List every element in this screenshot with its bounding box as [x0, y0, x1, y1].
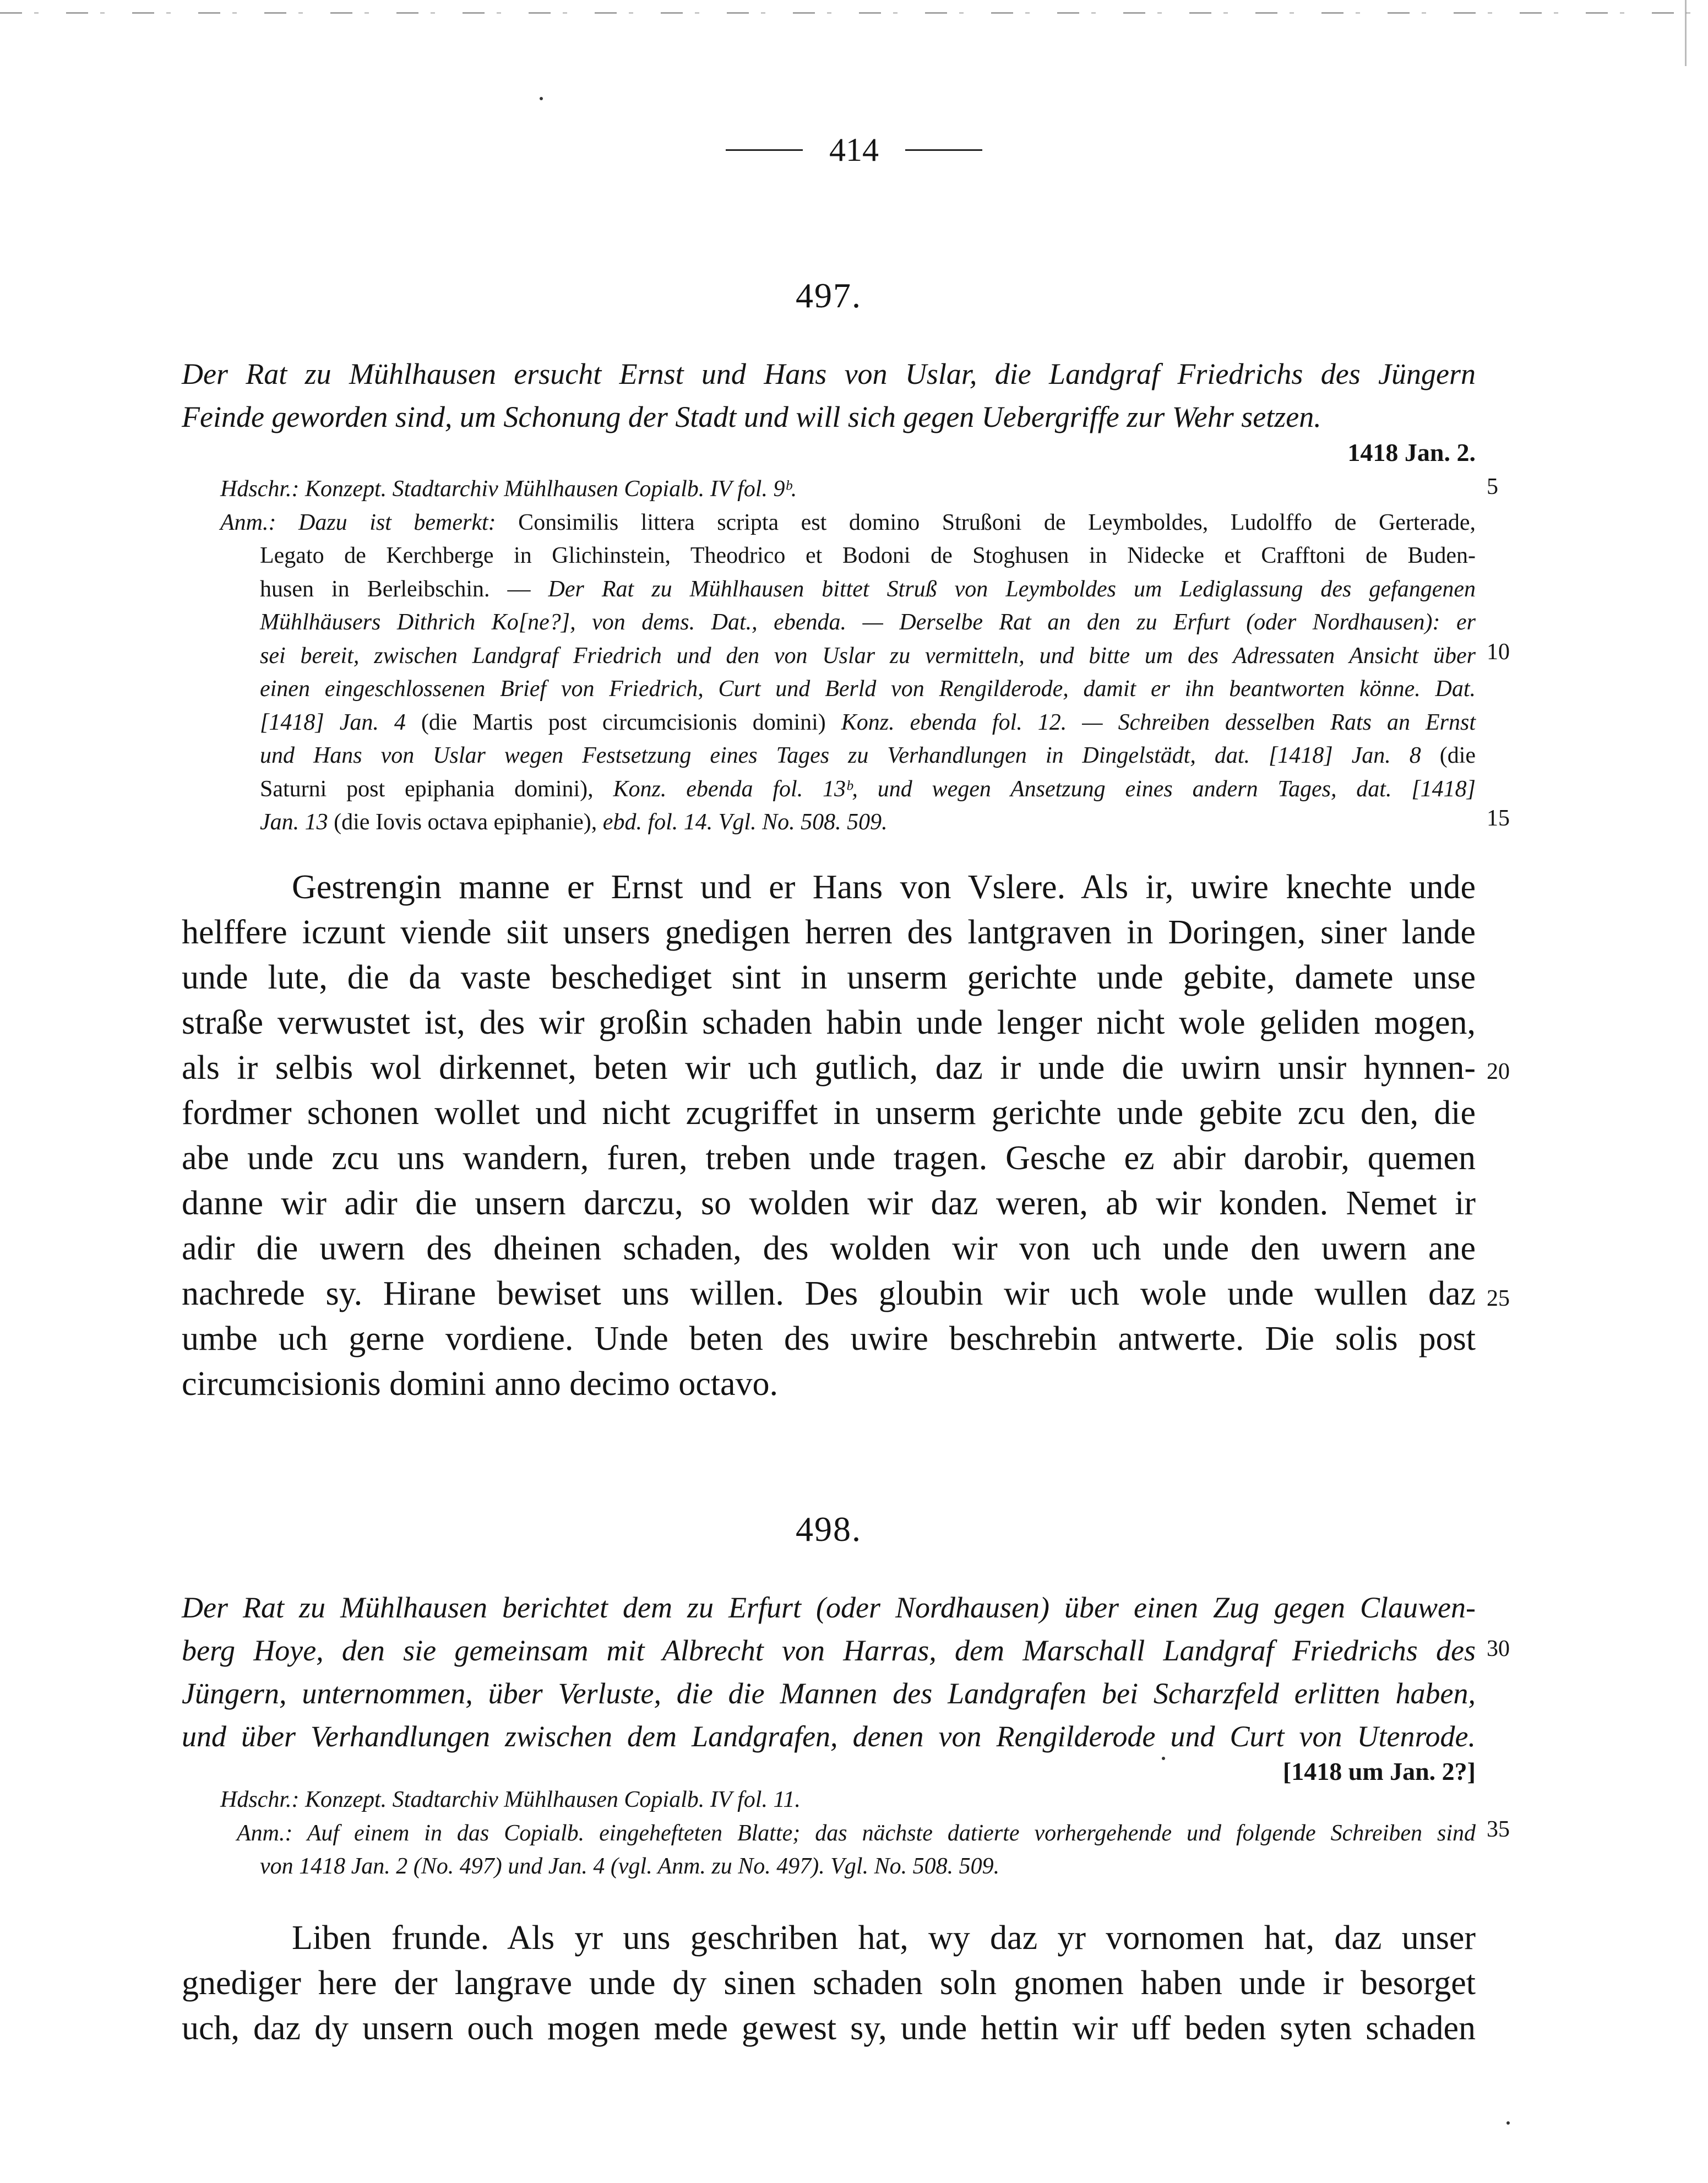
note-line: Anm.: Auf einem in das Copialb. eingehefteten Blatte; das nächste datierte vorhergehende und folgende Schreiben sind: [237, 1820, 1476, 1846]
entry-date: 1418 Jan. 2.: [1347, 438, 1476, 466]
scan-edge-top: [0, 12, 1708, 14]
text-line: straße verwustet ist, des wir großin schaden habin unde lenger nicht wole geliden mogen,: [182, 1004, 1476, 1041]
text-line: Gestrengin manne er Ernst und er Hans von Vslere. Als ir, uwire knechte unde: [292, 868, 1476, 906]
scan-speck: [540, 97, 543, 100]
note-line: Saturni post epiphania domini), Konz. ebenda fol. 13ᵇ, und wegen Ansetzung eines andern Tages, dat. [1418]: [260, 776, 1476, 802]
note-line: und Hans von Uslar wegen Festsetzung eines Tages zu Verhandlungen in Dingelstädt, dat. [1418] Jan. 8 (die: [260, 743, 1476, 768]
scan-speck: [1506, 2121, 1510, 2125]
scan-edge-right: [1685, 0, 1687, 66]
summary-line: Feinde geworden sind, um Schonung der Stadt und will sich gegen Uebergriffe zur Wehr setzen.: [182, 400, 1321, 433]
entry-text: [182, 1915, 1476, 2051]
margin-line-number: 10: [1487, 639, 1510, 665]
page-header: [0, 128, 1708, 172]
summary-line: Der Rat zu Mühlhausen berichtet dem zu Erfurt (oder Nordhausen) über einen Zug gegen Clauwen-: [182, 1591, 1476, 1624]
text-line: Liben frunde. Als yr uns geschriben hat, wy daz yr vornomen hat, daz unser: [292, 1919, 1476, 1957]
entry-number: 498.: [796, 1509, 862, 1549]
margin-line-number: 25: [1487, 1286, 1510, 1311]
note-line: Hdschr.: Konzept. Stadtarchiv Mühlhausen Copialb. IV fol. 11.: [220, 1787, 801, 1812]
header-rule-left: [726, 149, 803, 151]
summary-line: Jüngern, unternommen, über Verluste, die die Mannen des Landgrafen bei Scharzfeld erlitten haben,: [182, 1677, 1476, 1710]
note-line: Jan. 13 (die Iovis octava epiphanie), ebd. fol. 14. Vgl. No. 508. 509.: [260, 810, 888, 835]
note-line: sei bereit, zwischen Landgraf Friedrich und den von Uslar zu vermitteln, und bitte um des Adressaten Ansicht über: [260, 643, 1476, 669]
note-line: husen in Berleibschin. — Der Rat zu Mühlhausen bittet Struß von Leymboldes um Lediglassung des gefangenen: [260, 576, 1476, 602]
note-line: Mühlhäusers Dithrich Ko[ne?], von dems. Dat., ebenda. — Derselbe Rat an den zu Erfurt (oder Nordhausen): er: [260, 610, 1476, 635]
text-line: adir die uwern des dheinen schaden, des wolden wir von uch unde den uwern ane: [182, 1230, 1476, 1267]
entry-text: [182, 865, 1476, 1407]
text-line: nachrede sy. Hirane bewiset uns willen. Des gloubin wir uch wole unde wullen daz: [182, 1275, 1476, 1312]
margin-line-number: 30: [1487, 1636, 1510, 1661]
note-line: [1418] Jan. 4 (die Martis post circumcisionis domini) Konz. ebenda fol. 12. — Schreiben desselben Rats an Ernst: [260, 709, 1476, 735]
text-line: umbe uch gerne vordiene. Unde beten des uwire beschrebin antwerte. Die solis post: [182, 1320, 1476, 1357]
text-line: circumcisionis domini anno decimo octavo.: [182, 1365, 779, 1403]
entry-date: [1418 um Jan. 2?]: [1282, 1757, 1476, 1785]
entry-summary: [182, 352, 1476, 438]
margin-line-number: 5: [1487, 474, 1498, 499]
note-line: Anm.: Dazu ist bemerkt: Consimilis littera scripta est domino Strußoni de Leymboldes, Ludolffo de Gerterade,: [220, 509, 1476, 535]
summary-line: berg Hoye, den sie gemeinsam mit Albrecht von Harras, dem Marschall Landgraf Friedrichs des: [182, 1634, 1476, 1667]
margin-line-number: 35: [1487, 1817, 1510, 1842]
note-line: Hdschr.: Konzept. Stadtarchiv Mühlhausen Copialb. IV fol. 9ᵇ.: [220, 476, 797, 502]
note-line: einen eingeschlossenen Brief von Friedrich, Curt und Berld von Rengilderode, damit er ihn beantworten könne. Dat.: [260, 676, 1476, 702]
summary-line: Der Rat zu Mühlhausen ersucht Ernst und Hans von Uslar, die Landgraf Friedrichs des Jüngern: [182, 357, 1476, 390]
text-line: unde lute, die da vaste beschediget sint in unserm gerichte unde gebite, damete unse: [182, 959, 1476, 996]
entry-notes: [220, 1783, 1476, 1883]
text-line: als ir selbis wol dirkennet, beten wir uch gutlich, daz ir unde die uwirn unsir hynnen-: [182, 1049, 1476, 1087]
text-line: gnediger here der langrave unde dy sinen schaden soln gnomen haben unde ir besorget: [182, 1964, 1476, 2002]
entry-summary: [182, 1586, 1476, 1758]
note-line: von 1418 Jan. 2 (No. 497) und Jan. 4 (vgl. Anm. zu No. 497). Vgl. No. 508. 509.: [260, 1854, 1000, 1879]
entry-number: 497.: [796, 276, 862, 315]
summary-line: und über Verhandlungen zwischen dem Landgrafen, denen von Rengilderode und Curt von Utenrode.: [182, 1720, 1476, 1753]
text-line: helffere iczunt viende siit unsers gnedigen herren des lantgraven in Doringen, siner lande: [182, 914, 1476, 951]
text-line: abe unde zcu uns wandern, furen, treben unde tragen. Gesche ez abir darobir, quemen: [182, 1139, 1476, 1177]
text-line: danne wir adir die unsern darczu, so wolden wir daz weren, ab wir konden. Nemet ir: [182, 1185, 1476, 1222]
margin-line-number: 15: [1487, 806, 1510, 831]
entry-notes: [220, 473, 1476, 839]
text-line: uch, daz dy unsern ouch mogen mede gewest sy, unde hettin wir uff beden syten schaden: [182, 2010, 1476, 2047]
header-rule-right: [905, 149, 982, 151]
note-line: Legato de Kerchberge in Glichinstein, Theodrico et Bodoni de Stoghusen in Nidecke et Crafftoni de Buden-: [260, 543, 1476, 568]
text-line: fordmer schonen wollet und nicht zcugriffet in unserm gerichte unde gebite zcu den, die: [182, 1094, 1476, 1132]
margin-line-number: 20: [1487, 1059, 1510, 1084]
page-number: 414: [829, 131, 879, 168]
